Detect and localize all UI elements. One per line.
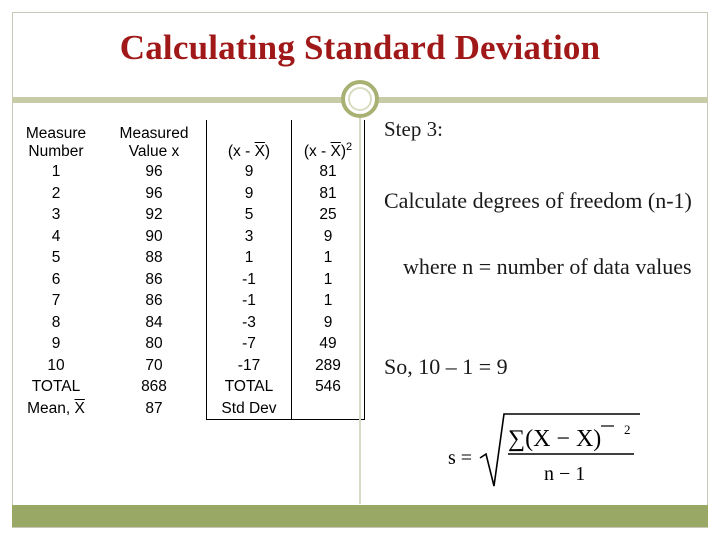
table-row [10,333,365,355]
footer-accent-bar [12,505,708,527]
table-cell: 546 [292,376,365,398]
table-cell: 96 [102,183,207,205]
table-row [10,269,365,291]
deviation-table [10,120,365,420]
table-row [10,290,365,312]
table-row [10,226,365,248]
table-cell: 81 [292,183,365,205]
table-cell: 9 [244,163,254,181]
table-cell: 49 [292,333,365,355]
formula-graphic [444,408,644,494]
table-cell: TOTAL [31,378,81,396]
table-cell: 86 [102,290,207,312]
table-cell: 87 [102,398,207,420]
title-ornament-circle [341,80,379,118]
table-row [10,376,365,398]
table-cell: 1 [292,247,365,269]
table-cell: -17 [237,356,261,374]
table-cell: 289 [292,355,365,377]
table-cell [292,398,365,420]
slide-title: Calculating Standard Deviation [119,28,601,67]
header-deviation: $(x - \overline{X})$ [227,143,271,161]
vertical-divider [359,118,361,504]
table-row [10,398,365,420]
header-measured-value: Measured Value x [102,120,207,161]
table-cell: 3 [244,227,254,245]
table-row [10,204,365,226]
table-cell: 3 [51,206,61,224]
header-squared-deviation: $(x - \overline{X})^2$ [292,120,365,161]
table-cell: 9 [244,184,254,202]
table-cell: 1 [51,163,61,181]
table-cell: 70 [102,355,207,377]
std-dev-formula [444,408,644,494]
table-row [10,312,365,334]
table-cell: 1 [244,249,254,267]
table-cell: 86 [102,269,207,291]
formula-numerator: ∑(X − X) [508,426,602,452]
table-cell: 84 [102,312,207,334]
table-cell: 4 [51,227,61,245]
table-cell: 5 [244,206,254,224]
table-cell: 5 [51,249,61,267]
table-cell: -7 [242,335,256,353]
table-cell: -3 [242,313,256,331]
table-cell: 81 [292,161,365,183]
header-measure-number: Measure Number [25,125,87,161]
table-cell: 7 [51,292,61,310]
table-cell: 9 [292,226,365,248]
table-cell: 8 [51,313,61,331]
table-row [10,183,365,205]
table-cell: 868 [102,376,207,398]
step-label: Step 3: [384,117,443,141]
table-cell: 1 [292,269,365,291]
table-cell: 1 [292,290,365,312]
formula-numerator-sup: 2 [624,422,631,437]
formula-lhs: s = [448,447,473,469]
table-cell: 2 [51,184,61,202]
table-cell: -1 [242,270,256,288]
result-text: So, 10 – 1 = 9 [384,354,508,379]
table-cell: 6 [51,270,61,288]
table-cell: 88 [102,247,207,269]
table-cell: Std Dev [207,398,292,420]
table-cell: 9 [292,312,365,334]
table-body [10,161,365,420]
table-cell: 92 [102,204,207,226]
table-cell: 10 [47,356,65,374]
definition-text: where n = number of data values [403,254,692,279]
table-header-row [10,120,365,161]
table-cell: -1 [242,292,256,310]
table-row [10,161,365,183]
table-cell: 25 [292,204,365,226]
table-cell: 9 [51,335,61,353]
instruction-text: Calculate degrees of freedom (n-1) [384,188,692,213]
table-cell: 96 [102,161,207,183]
table-row [10,355,365,377]
table-cell: TOTAL [224,378,274,396]
table-cell: 90 [102,226,207,248]
formula-denominator: n − 1 [544,463,586,485]
table-cell: 80 [102,333,207,355]
table-row [10,247,365,269]
table-cell: Mean, $\overline{X}$ [27,399,85,417]
